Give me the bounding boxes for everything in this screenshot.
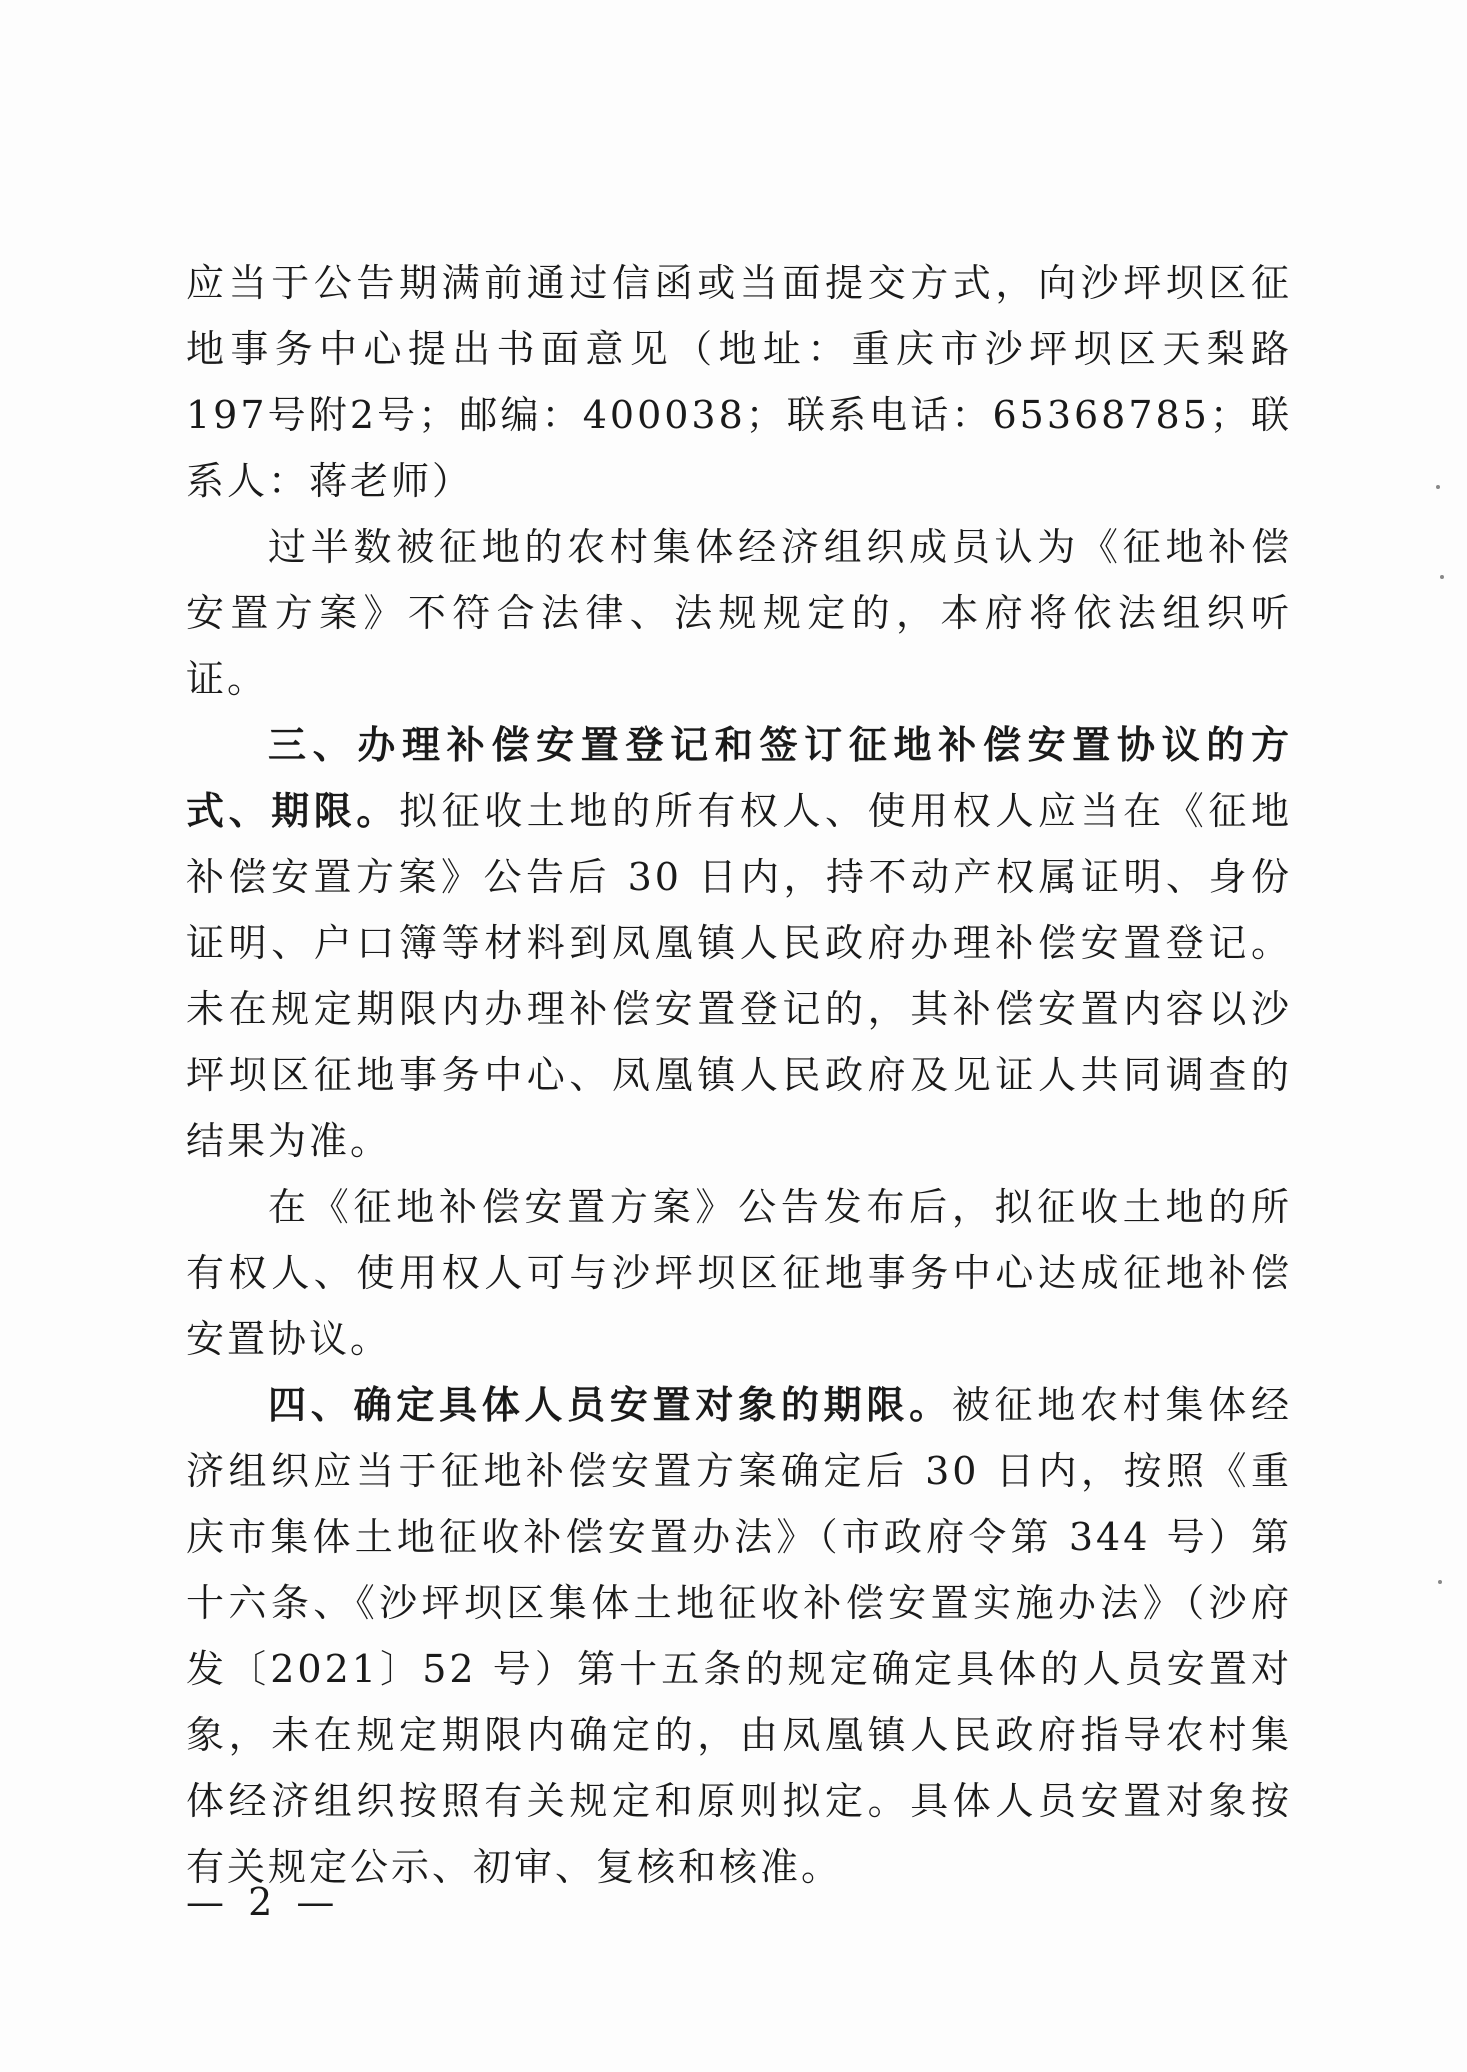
paragraph-hearing <box>186 514 1292 712</box>
scan-speck <box>1436 485 1440 489</box>
scan-speck <box>1440 575 1444 579</box>
paragraph-agreement <box>186 1174 1292 1372</box>
paragraph-text: 过半数被征地的农村集体经济组织成员认为《征地补偿安置方案》不符合法律、法规规定的，本府将依法组织听证。 <box>186 525 1292 701</box>
paragraph-objection-submission <box>186 250 1292 514</box>
paragraph-text: 拟征收土地的所有权人、使用权人应当在《征地补偿安置方案》公告后 30 日内，持不动产权属证明、身份证明、户口簿等材料到凤凰镇人民政府办理补偿安置登记。未在规定期限内办理补偿安置登记的，其补偿安置内容以沙坪坝区征地事务中心、凤凰镇人民政府及见证人共同调查的结果为准。 <box>186 789 1292 1163</box>
paragraph-text: 应当于公告期满前通过信函或当面提交方式，向沙坪坝区征地事务中心提出书面意见（地址：重庆市沙坪坝区天梨路197号附2号；邮编：400038；联系电话：65368785；联系人：蒋老师） <box>186 261 1292 503</box>
scan-speck <box>1438 1580 1442 1584</box>
paragraph-text: 在《征地补偿安置方案》公告发布后，拟征收土地的所有权人、使用权人可与沙坪坝区征地事务中心达成征地补偿安置协议。 <box>186 1185 1292 1361</box>
paragraph-section-four <box>186 1372 1292 1900</box>
section-heading-three: 三、办理补偿安置登记和签订征地补偿安置协议的方式、期限。 <box>186 723 1292 833</box>
document-body <box>186 250 1292 1900</box>
section-heading-four: 四、确定具体人员安置对象的期限。 <box>268 1383 952 1427</box>
page-number: — 2 — <box>186 1880 341 1924</box>
paragraph-text: 被征地农村集体经济组织应当于征地补偿安置方案确定后 30 日内，按照《重庆市集体土地征收补偿安置办法》（市政府令第 344 号）第十六条、《沙坪坝区集体土地征收补偿安置实施办法》（沙府发〔2021〕52 号）第十五条的规定确定具体的人员安置对象，未在规定期限内确定的，由凤凰镇人民政府指导农村集体经济组织按照有关规定和原则拟定。具体人员安置对象按有关规定公示、初审、复核和核准。 <box>186 1383 1292 1889</box>
paragraph-section-three <box>186 712 1292 1174</box>
